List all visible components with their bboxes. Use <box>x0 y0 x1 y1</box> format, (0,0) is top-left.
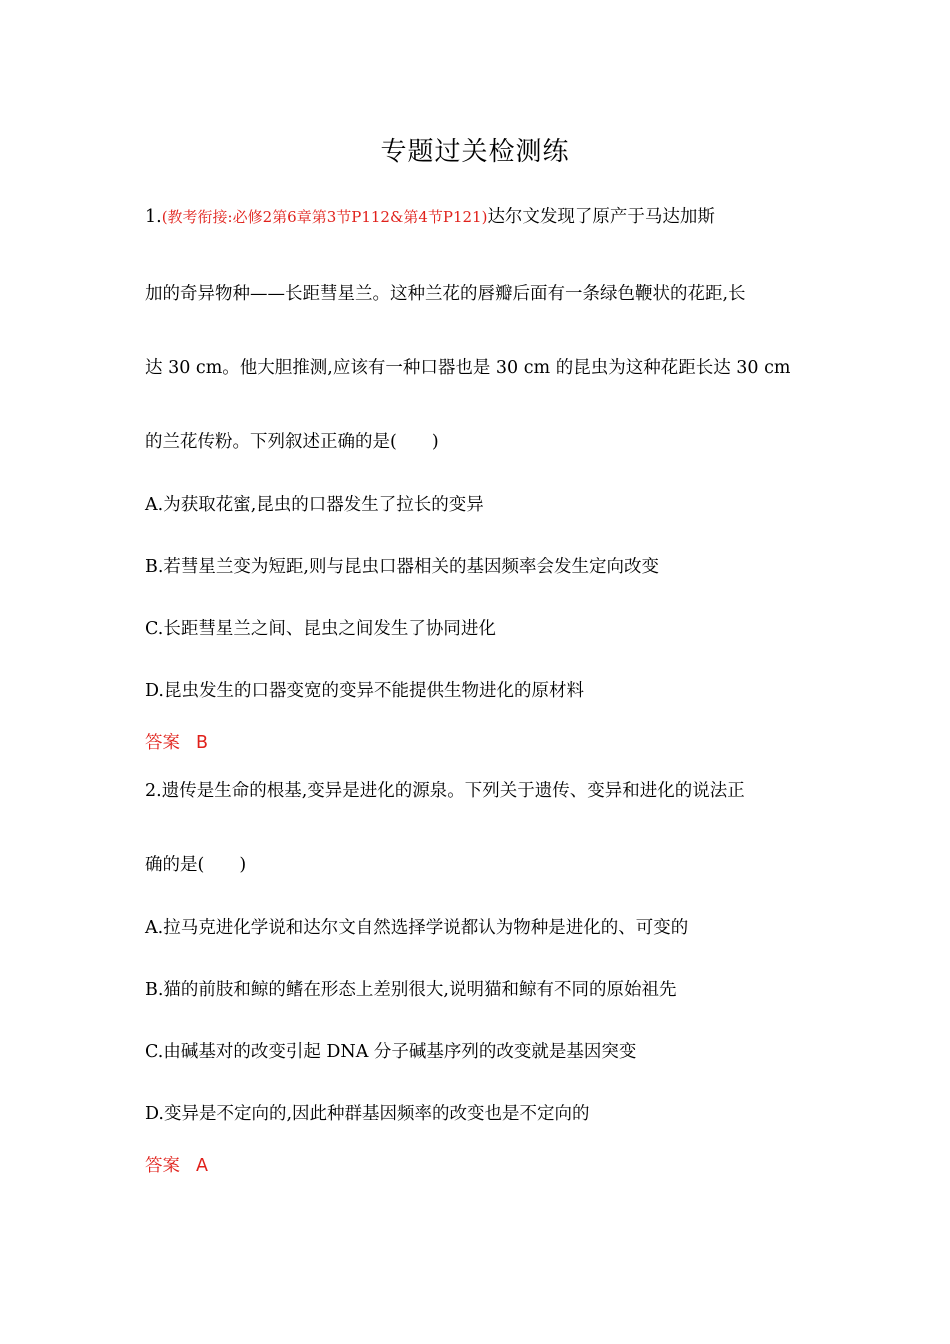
q1-stem-line-3: 达 30 cm。他大胆推测,应该有一种口器也是 30 cm 的昆虫为这种花距长达 30 cm <box>145 358 791 378</box>
q2-answer-label: 答案 <box>145 1156 180 1176</box>
q1-option-d: D.昆虫发生的口器变宽的变异不能提供生物进化的原材料 <box>145 681 584 701</box>
q2-option-c: C.由碱基对的改变引起 DNA 分子碱基序列的改变就是基因突变 <box>145 1042 637 1062</box>
q1-option-a: A.为获取花蜜,昆虫的口器发生了拉长的变异 <box>145 495 484 515</box>
q2-answer <box>145 1152 208 1180</box>
q1-option-c: C.长距彗星兰之间、昆虫之间发生了协同进化 <box>145 619 496 639</box>
q2-stem-line-2: 确的是( ) <box>145 855 247 875</box>
page-title: 专题过关检测练 <box>380 137 570 167</box>
q2-option-a: A.拉马克进化学说和达尔文自然选择学说都认为物种是进化的、可变的 <box>145 918 689 938</box>
q1-answer-value: B <box>196 733 209 753</box>
q2-answer-value: A <box>196 1156 208 1176</box>
q1-stem-line-4: 的兰花传粉。下列叙述正确的是( ) <box>145 432 439 452</box>
q1-source-reference: (教考衔接:必修2第6章第3节P112&第4节P121) <box>161 208 488 226</box>
q1-option-b: B.若彗星兰变为短距,则与昆虫口器相关的基因频率会发生定向改变 <box>145 557 659 577</box>
q1-answer <box>145 729 208 757</box>
q1-stem-text: 达尔文发现了原产于马达加斯 <box>487 207 715 227</box>
q1-stem-line-2: 加的奇异物种——长距彗星兰。这种兰花的唇瓣后面有一条绿色鞭状的花距,长 <box>145 284 746 304</box>
q1-number: 1. <box>145 207 162 227</box>
q1-stem-line-1 <box>145 203 715 231</box>
q2-stem-line-1: 2.遗传是生命的根基,变异是进化的源泉。下列关于遗传、变异和进化的说法正 <box>145 781 745 801</box>
q1-answer-label: 答案 <box>145 733 180 753</box>
q2-option-d: D.变异是不定向的,因此种群基因频率的改变也是不定向的 <box>145 1104 590 1124</box>
q2-option-b: B.猫的前肢和鲸的鳍在形态上差别很大,说明猫和鲸有不同的原始祖先 <box>145 980 677 1000</box>
